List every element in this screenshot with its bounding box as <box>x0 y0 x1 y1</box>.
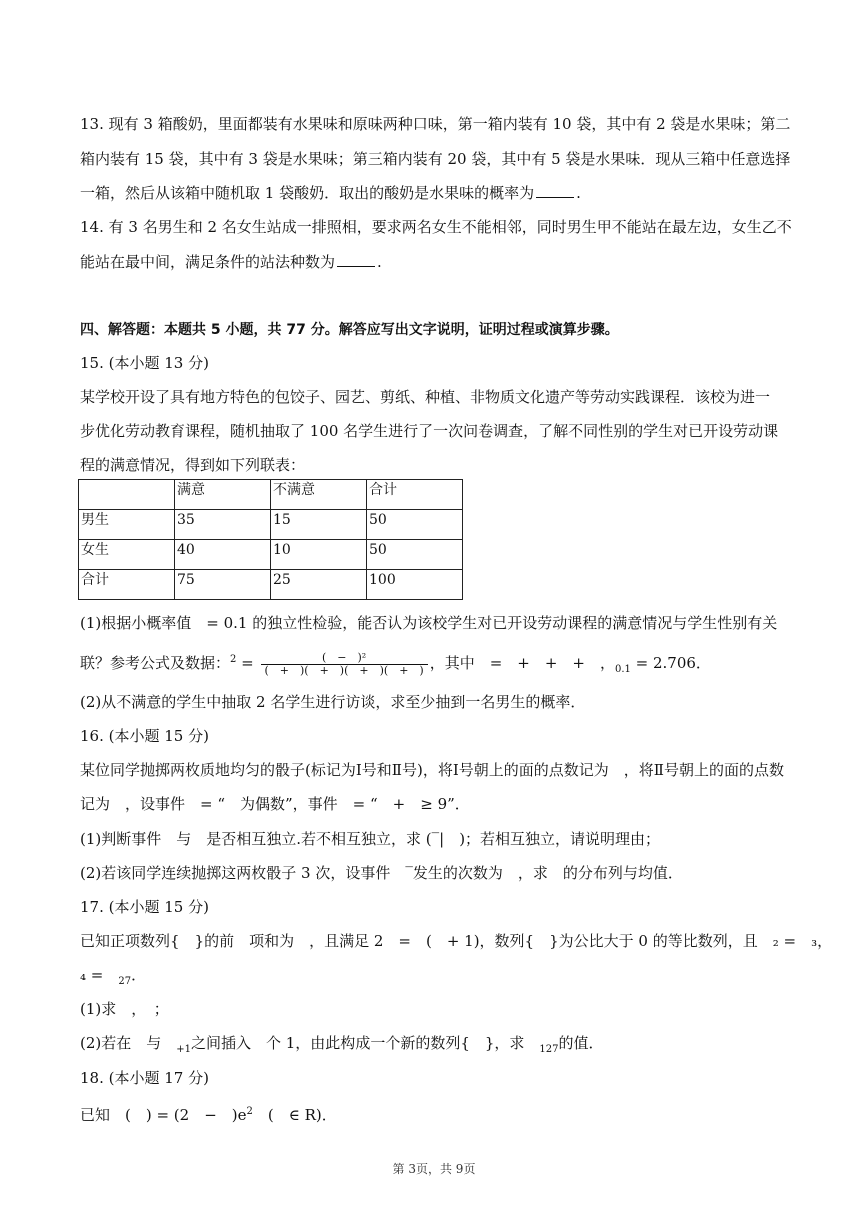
q17-sub-2-text-a: (2)若在 与 <box>80 1034 177 1052</box>
q15-formula-where: ，其中 = + + + ， <box>429 654 615 672</box>
q15-formula-intro: 联？参考公式及数据： <box>80 654 231 672</box>
q14-line-1: 14. 有 3 名男生和 2 名女生站成一排照相，要求两名女生不能相邻，同时男生甲不能站在最左边，女生乙不 <box>80 218 792 236</box>
table-row <box>79 540 463 570</box>
q17-para-2-end: ． <box>131 966 147 984</box>
subscript: +1 <box>176 1044 191 1055</box>
q17-para-2 <box>80 965 146 992</box>
superscript: 2 <box>230 654 237 665</box>
table-cell: 100 <box>367 570 463 600</box>
q14-line-2 <box>80 252 382 272</box>
table-cell: 满意 <box>175 480 271 510</box>
q17-para-2-text: ₄ = <box>80 966 119 984</box>
table-row <box>79 570 463 600</box>
equals: = <box>236 654 259 672</box>
q15-para-1: 某学校开设了具有地方特色的包饺子、园艺、剪纸、种植、非物质文化遗产等劳动实践课程．该校为进一 <box>80 388 771 406</box>
fraction-numerator: ( − )² <box>261 652 428 665</box>
q15-para-2: 步优化劳动教育课程，随机抽取了 100 名学生进行了一次问卷调查，了解不同性别的学生对已开设劳动课 <box>80 422 779 440</box>
table-cell: 40 <box>175 540 271 570</box>
q13-line-1: 13. 现有 3 箱酸奶，里面都装有水果味和原味两种口味，第一箱内装有 10 袋，其中有 2 袋是水果味；第二 <box>80 115 791 133</box>
q16-heading: 16. (本小题 15 分) <box>80 727 209 745</box>
subscript: 0.1 <box>614 664 631 675</box>
table-cell: 女生 <box>79 540 175 570</box>
chi-square-fraction <box>261 652 428 677</box>
table-cell: 15 <box>271 510 367 540</box>
table-cell: 合计 <box>79 570 175 600</box>
fraction-denominator: ( + )( + )( + )( + ) <box>264 663 424 677</box>
q15-sub-1a: (1)根据小概率值 = 0.1 的独立性检验，能否认为该校学生对已开设劳动课程的满意情况与学生性别有关 <box>80 614 778 632</box>
subscript: 27 <box>118 976 132 987</box>
superscript: 2 <box>246 1106 253 1117</box>
q15-sub-2: (2)从不满意的学生中抽取 2 名学生进行访谈，求至少抽到一名男生的概率． <box>80 693 586 711</box>
table-row <box>79 480 463 510</box>
table-cell: 不满意 <box>271 480 367 510</box>
q18-heading: 18. (本小题 17 分) <box>80 1069 209 1087</box>
table-cell: 男生 <box>79 510 175 540</box>
table-row <box>79 510 463 540</box>
page-footer: 第 3页，共 9页 <box>392 1162 476 1176</box>
q18-para-1-text-a: 已知 ( ) = (2 − )e <box>80 1106 247 1124</box>
q17-sub-1: (1)求 ， ； <box>80 1000 169 1018</box>
q17-heading: 17. (本小题 15 分) <box>80 898 209 916</box>
table-cell: 合计 <box>367 480 463 510</box>
q13-line-3-end: . <box>576 184 581 202</box>
table-cell: 10 <box>271 540 367 570</box>
answer-blank <box>337 252 375 267</box>
q16-sub-2: (2)若该同学连续抛掷这两枚骰子 3 次，设事件 ‾发生的次数为 ，求 的分布列与均值． <box>80 864 683 882</box>
q15-critical-value: = 2.706． <box>630 654 711 672</box>
q15-para-3: 程的满意情况，得到如下列联表： <box>80 456 306 474</box>
q15-sub-1b <box>80 650 711 680</box>
contingency-table <box>78 479 463 600</box>
q16-para-1: 某位同学抛掷两枚质地均匀的骰子(标记为Ⅰ号和Ⅱ号)，将Ⅰ号朝上的面的点数记为 ，将Ⅱ号朝上的面的点数 <box>80 761 784 779</box>
table-cell: 25 <box>271 570 367 600</box>
subscript: 127 <box>539 1044 559 1055</box>
q13-line-3-text: 一箱，然后从该箱中随机取 1 袋酸奶．取出的酸奶是水果味的概率为 <box>80 184 535 202</box>
q13-line-3 <box>80 183 581 203</box>
section-heading: 四、解答题：本题共 5 小题，共 77 分。解答应写出文字说明，证明过程或演算步骤。 <box>80 322 619 338</box>
table-cell: 50 <box>367 540 463 570</box>
q13-line-2: 箱内装有 15 袋，其中有 3 袋是水果味；第三箱内装有 20 袋，其中有 5 袋是水果味．现从三箱中任意选择 <box>80 150 791 168</box>
q16-sub-1: (1)判断事件 与 是否相互独立.若不相互独立，求 (‾| )；若相互独立，请说明理由； <box>80 830 661 848</box>
table-cell: 50 <box>367 510 463 540</box>
q17-para-1: 已知正项数列{ }的前 项和为 ，且满足 2 = ( + 1)，数列{ }为公比大于 0 的等比数列，且 ₂ = ₃， <box>80 932 833 950</box>
q17-sub-2-text-c: 的值． <box>558 1034 604 1052</box>
q17-sub-2-text-b: 之间插入 个 1，由此构成一个新的数列{ }，求 <box>191 1034 540 1052</box>
q18-para-1-text-b: ( ∈ R)． <box>252 1106 337 1124</box>
table-cell <box>79 480 175 510</box>
q15-heading: 15. (本小题 13 分) <box>80 354 209 372</box>
table-cell: 75 <box>175 570 271 600</box>
q16-para-2: 记为 ，设事件 = “ 为偶数”，事件 = “ + ≥ 9”． <box>80 795 470 813</box>
q17-sub-2 <box>80 1033 604 1060</box>
answer-blank <box>536 183 574 198</box>
q14-line-2-end: . <box>377 253 382 271</box>
q14-line-2-text: 能站在最中间，满足条件的站法种数为 <box>80 253 336 271</box>
table-cell: 35 <box>175 510 271 540</box>
q18-para-1 <box>80 1102 337 1125</box>
